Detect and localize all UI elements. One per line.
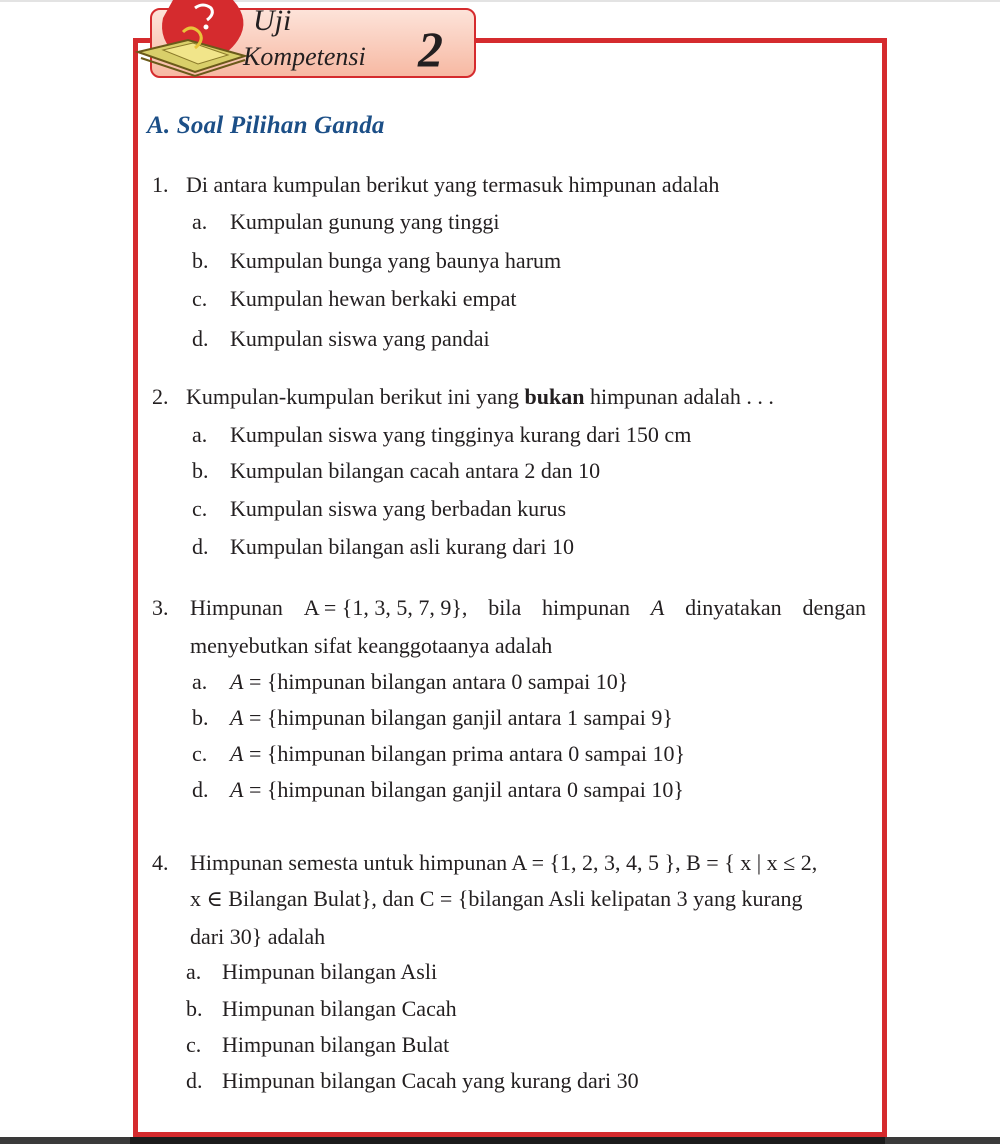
option-letter: a.	[192, 209, 208, 234]
question-text-part: Kumpulan-kumpulan berikut ini yang	[186, 384, 525, 409]
header-kompetensi: Kompetensi	[243, 42, 366, 71]
option-text	[230, 707, 673, 729]
header-uji: Uji	[253, 4, 292, 37]
option-text: Himpunan bilangan Bulat	[222, 1032, 450, 1057]
question-text-line	[190, 597, 866, 619]
option-letter: a.	[192, 422, 208, 447]
bottom-bar	[0, 1137, 1000, 1144]
option-letter: b.	[186, 996, 203, 1021]
math-var: A	[230, 669, 244, 694]
option-text	[230, 779, 684, 801]
option-text	[230, 671, 628, 693]
math-set: A = {1, 3, 5, 7, 9},	[303, 595, 468, 620]
option-letter: b.	[192, 248, 209, 273]
option-letter: b.	[192, 458, 209, 483]
question-text: Di antara kumpulan berikut yang termasuk himpunan adalah	[186, 172, 720, 197]
question-text	[186, 386, 774, 408]
option-text	[230, 743, 685, 765]
question-text-line: x ∈ Bilangan Bulat}, dan C = {bilangan Asli kelipatan 3 yang kurang	[190, 886, 803, 911]
option-text: Kumpulan bilangan cacah antara 2 dan 10	[230, 458, 601, 483]
header-number: 2	[418, 21, 443, 77]
option-letter: d.	[192, 534, 209, 559]
word: himpunan	[542, 595, 631, 620]
option-text-part: = {himpunan bilangan ganjil antara 1 sampai 9}	[243, 705, 673, 730]
question-number: 3.	[152, 595, 169, 620]
question-number: 4.	[152, 850, 169, 875]
option-letter: c.	[186, 1032, 202, 1057]
option-text: Himpunan bilangan Cacah yang kurang dari 30	[222, 1068, 639, 1093]
word: dinyatakan	[685, 595, 782, 620]
question-text-line: Himpunan semesta untuk himpunan A = {1, 2, 3, 4, 5 }, B = { x | x ≤ 2,	[190, 850, 818, 875]
question-text-bold: bukan	[524, 384, 585, 409]
math-var: A	[650, 595, 665, 620]
option-text: Kumpulan siswa yang berbadan kurus	[230, 496, 567, 521]
option-text: Kumpulan siswa yang pandai	[230, 326, 490, 351]
option-letter: d.	[186, 1068, 203, 1093]
option-letter: c.	[192, 286, 208, 311]
question-text-line: menyebutkan sifat keanggotaanya adalah	[190, 633, 553, 658]
option-text: Kumpulan siswa yang tingginya kurang dari 150 cm	[230, 422, 692, 447]
question-text-part: himpunan adalah . . .	[584, 384, 774, 409]
option-text: Kumpulan gunung yang tinggi	[230, 209, 500, 234]
question-text-line: dari 30} adalah	[190, 924, 326, 949]
option-letter: b.	[192, 705, 209, 730]
option-letter: a.	[186, 959, 202, 984]
question-number: 1.	[152, 172, 169, 197]
word: Himpunan	[190, 595, 283, 620]
option-text: Himpunan bilangan Cacah	[222, 996, 457, 1021]
option-letter: d.	[192, 777, 209, 802]
word: bila	[488, 595, 522, 620]
option-text: Kumpulan bilangan asli kurang dari 10	[230, 534, 574, 559]
math-var: A	[230, 741, 244, 766]
option-text-part: = {himpunan bilangan ganjil antara 0 sampai 10}	[243, 777, 684, 802]
book-question-icon	[133, 0, 253, 80]
math-var: A	[230, 777, 244, 802]
option-letter: d.	[192, 326, 209, 351]
option-letter: c.	[192, 496, 208, 521]
option-text-part: = {himpunan bilangan prima antara 0 sampai 10}	[243, 741, 686, 766]
section-title: A. Soal Pilihan Ganda	[147, 112, 385, 139]
option-letter: c.	[192, 741, 208, 766]
option-text: Himpunan bilangan Asli	[222, 959, 438, 984]
option-text: Kumpulan hewan berkaki empat	[230, 286, 517, 311]
word: dengan	[802, 595, 866, 620]
option-text-part: = {himpunan bilangan antara 0 sampai 10}	[243, 669, 629, 694]
math-var: A	[230, 705, 244, 730]
option-letter: a.	[192, 669, 208, 694]
question-number: 2.	[152, 384, 169, 409]
option-text: Kumpulan bunga yang baunya harum	[230, 248, 562, 273]
